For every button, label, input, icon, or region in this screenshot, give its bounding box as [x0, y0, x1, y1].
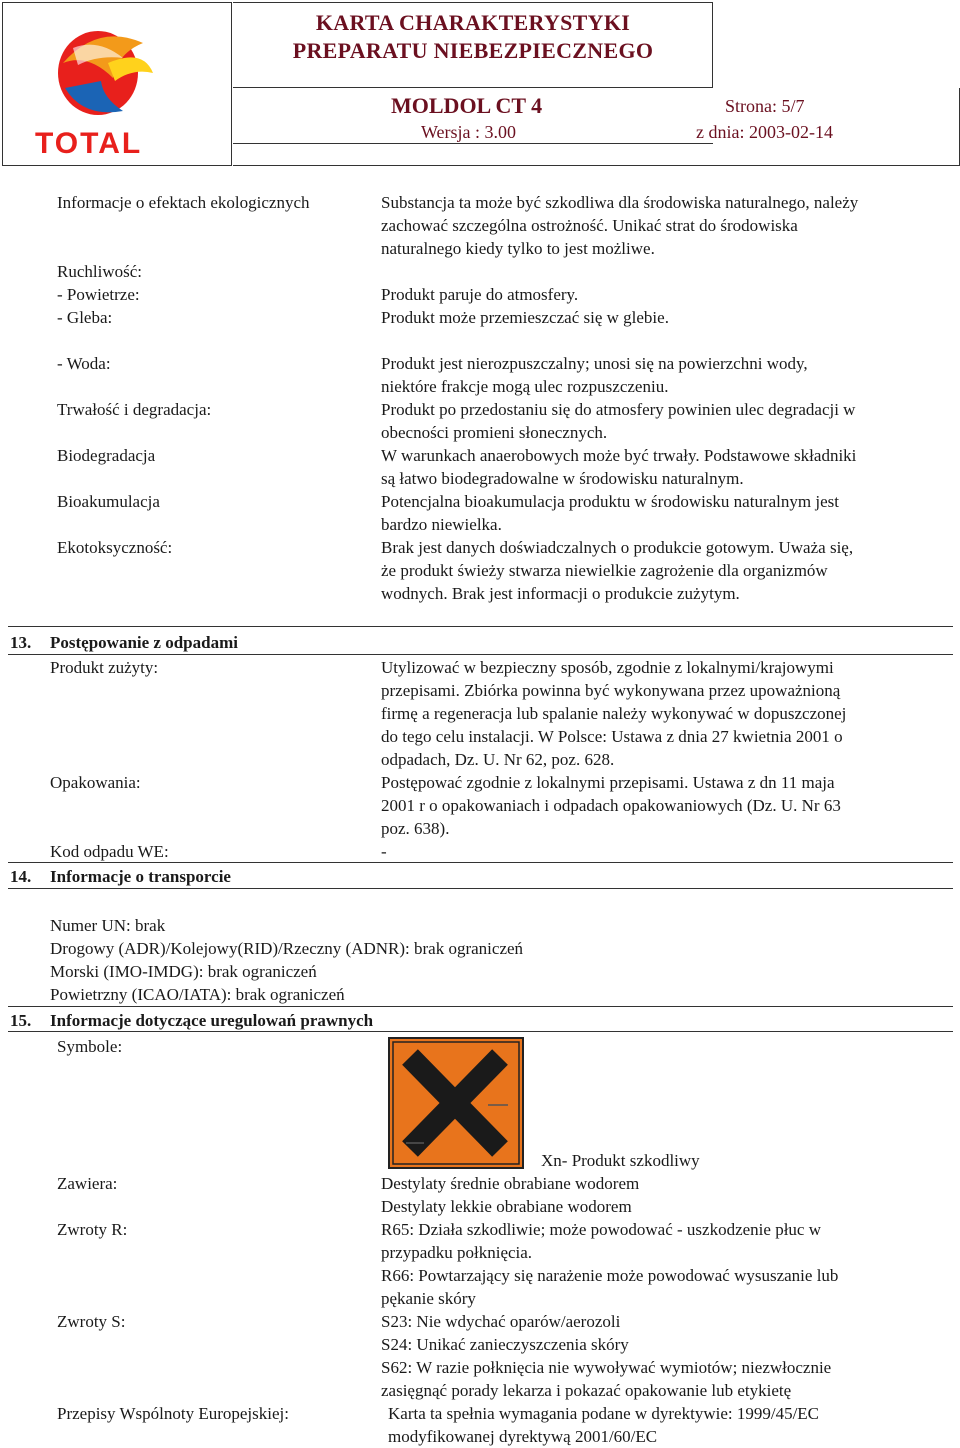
- version: Wersja : 3.00: [421, 122, 517, 142]
- packaging-line: Postępować zgodnie z lokalnymi przepisami. Ustawa z dn 11 maja: [381, 773, 835, 792]
- r-phrases-label: Zwroty R:: [57, 1220, 128, 1239]
- ecotoxicity-label: Ekotoksyczność:: [57, 538, 173, 557]
- s-phrase-line: zasięgnąć porady lekarza i pokazać opakowanie lub etykietę: [381, 1381, 792, 1400]
- harmful-xn-icon: [388, 1037, 524, 1169]
- eco-effects-line: Substancja ta może być szkodliwa dla środowiska naturalnego, należy: [381, 193, 859, 212]
- contains-line: Destylaty lekkie obrabiane wodorem: [381, 1197, 632, 1216]
- packaging-line: poz. 638).: [381, 819, 450, 838]
- s-phrase-line: S23: Nie wdychać oparów/aerozoli: [381, 1312, 621, 1331]
- bioaccumulation-label: Bioakumulacja: [57, 492, 160, 511]
- soil-label: - Gleba:: [57, 308, 113, 327]
- air-label: - Powietrze:: [57, 285, 140, 304]
- bioaccumulation-line: bardzo niewielka.: [381, 515, 502, 534]
- water-label: - Woda:: [57, 354, 111, 373]
- s-phrases-label: Zwroty S:: [57, 1312, 126, 1331]
- transport-line: Morski (IMO-IMDG): brak ograniczeń: [50, 962, 317, 981]
- packaging-label: Opakowania:: [50, 773, 141, 792]
- r-phrase-line: przypadku połknięcia.: [381, 1243, 533, 1262]
- ecotoxicity-line: Brak jest danych doświadczalnych o produkcie gotowym. Uważa się,: [381, 538, 854, 557]
- used-product-line: przepisami. Zbiórka powinna być wykonywana przez upoważnioną: [381, 681, 841, 700]
- section-divider: [8, 888, 953, 889]
- biodegradation-line: W warunkach anaerobowych może być trwały. Podstawowe składniki: [381, 446, 857, 465]
- section-divider: [8, 862, 953, 863]
- used-product-line: odpadach, Dz. U. Nr 62, poz. 628.: [381, 750, 615, 769]
- symbol-caption: Xn- Produkt szkodliwy: [541, 1151, 700, 1170]
- r-phrase-line: R65: Działa szkodliwie; może powodować - uszkodzenie płuc w: [381, 1220, 821, 1239]
- document-title-line2: PREPARATU NIEBEZPIECZNEGO: [292, 38, 654, 63]
- water-line: Produkt jest nierozpuszczalny; unosi się na powierzchni wody,: [381, 354, 808, 373]
- contains-label: Zawiera:: [57, 1174, 118, 1193]
- section-14-title: Informacje o transporcie: [50, 867, 231, 886]
- packaging-line: 2001 r o opakowaniach i odpadach opakowaniowych (Dz. U. Nr 63: [381, 796, 841, 815]
- eco-effects-line: naturalnego kiedy tylko to jest możliwe.: [381, 239, 655, 258]
- section-divider: [8, 626, 953, 627]
- soil-value: Produkt może przemieszczać się w glebie.: [381, 308, 669, 327]
- product-name: MOLDOL CT 4: [391, 93, 543, 118]
- section-14-number: 14.: [10, 867, 32, 886]
- eco-effects-line: zachować szczególna ostrożność. Unikać strat do środowiska: [381, 216, 798, 235]
- title-box: [233, 2, 713, 88]
- eu-regulations-line: Karta ta spełnia wymagania podane w dyrektywie: 1999/45/EC: [388, 1404, 820, 1423]
- section-13-number: 13.: [10, 633, 32, 652]
- persistence-line: obecności promieni słonecznych.: [381, 423, 608, 442]
- used-product-line: Utylizować w bezpieczny sposób, zgodnie z lokalnymi/krajowymi: [381, 658, 834, 677]
- section-divider: [8, 1031, 953, 1032]
- persistence-label: Trwałość i degradacja:: [57, 400, 212, 419]
- s-phrase-line: S24: Unikać zanieczyszczenia skóry: [381, 1335, 629, 1354]
- section-divider: [8, 1006, 953, 1007]
- used-product-line: do tego celu instalacji. W Polsce: Ustawa z dnia 27 kwietnia 2001 o: [381, 727, 843, 746]
- ecotoxicity-line: wodnych. Brak jest informacji o produkcie zużytym.: [381, 584, 740, 603]
- product-info-box: [233, 88, 960, 166]
- ecotoxicity-line: że produkt świeży stwarza niewielkie zagrożenie dla organizmów: [381, 561, 828, 580]
- revision-date: z dnia: 2003-02-14: [696, 122, 833, 142]
- document-title-line1: KARTA CHARAKTERYSTYKI: [315, 10, 631, 35]
- r-phrase-line: R66: Powtarzający się narażenie może powodować wysuszanie lub: [381, 1266, 839, 1285]
- page-number: Strona: 5/7: [725, 96, 805, 116]
- biodegradation-line: są łatwo biodegradowalne w środowisku naturalnym.: [381, 469, 744, 488]
- symbols-label: Symbole:: [57, 1037, 123, 1056]
- waste-code-label: Kod odpadu WE:: [50, 842, 169, 861]
- air-value: Produkt paruje do atmosfery.: [381, 285, 579, 304]
- transport-line: Numer UN: brak: [50, 916, 166, 935]
- transport-line: Drogowy (ADR)/Kolejowy(RID)/Rzeczny (ADNR): brak ograniczeń: [50, 939, 524, 958]
- mobility-label: Ruchliwość:: [57, 262, 142, 281]
- used-product-line: firmę a regeneracja lub spalanie należy wykonywać w dopuszczonej: [381, 704, 847, 723]
- bioaccumulation-line: Potencjalna bioakumulacja produktu w środowisku naturalnym jest: [381, 492, 839, 511]
- biodegradation-label: Biodegradacja: [57, 446, 156, 465]
- r-phrase-line: pękanie skóry: [381, 1289, 476, 1308]
- eu-regulations-label: Przepisy Wspólnoty Europejskiej:: [57, 1404, 289, 1423]
- persistence-line: Produkt po przedostaniu się do atmosfery powinien ulec degradacji w: [381, 400, 856, 419]
- section-divider: [8, 654, 953, 655]
- transport-line: Powietrzny (ICAO/IATA): brak ograniczeń: [50, 985, 345, 1004]
- eu-regulations-line: modyfikowanej dyrektywą 2001/60/EC: [388, 1427, 658, 1446]
- company-logo: [2, 2, 232, 166]
- water-line: niektóre frakcje mogą ulec rozpuszczeniu.: [381, 377, 669, 396]
- section-13-title: Postępowanie z odpadami: [50, 633, 238, 652]
- section-15-number: 15.: [10, 1011, 32, 1030]
- logo-wordmark: TOTAL: [35, 127, 143, 160]
- waste-code-value: -: [381, 842, 387, 861]
- document-header: [0, 0, 960, 168]
- s-phrase-line: S62: W razie połknięcia nie wywoływać wymiotów; niezwłocznie: [381, 1358, 832, 1377]
- contains-line: Destylaty średnie obrabiane wodorem: [381, 1174, 640, 1193]
- section-15-title: Informacje dotyczące uregulowań prawnych: [50, 1011, 374, 1030]
- eco-effects-label: Informacje o efektach ekologicznych: [57, 193, 310, 212]
- used-product-label: Produkt zużyty:: [50, 658, 159, 677]
